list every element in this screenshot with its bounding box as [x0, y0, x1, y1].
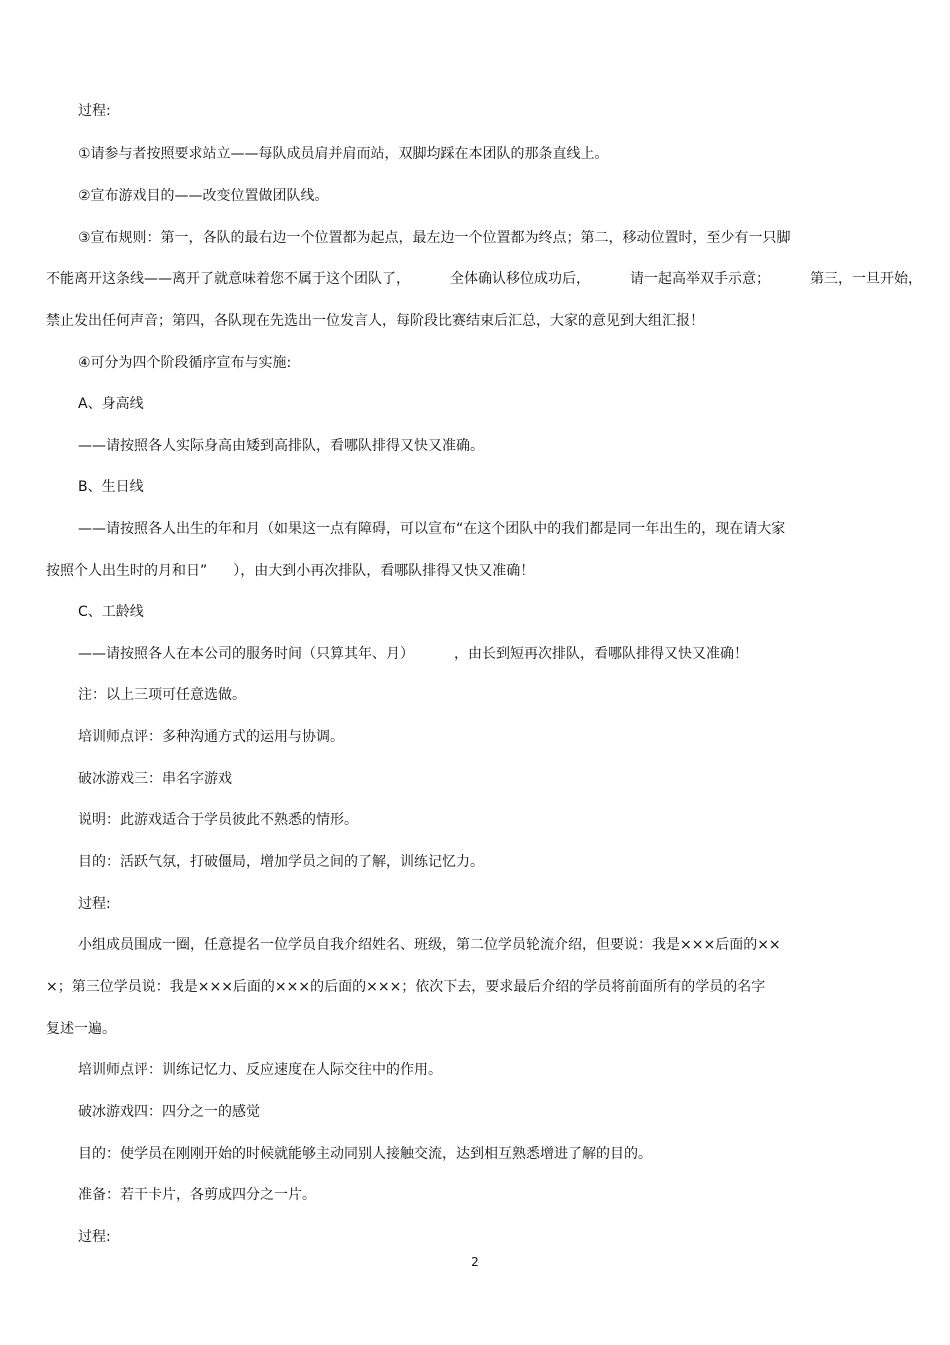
paragraph-seniority-line	[78, 644, 748, 664]
paragraph-preparation: 准备：若干卡片，各剪成四分之一片。	[78, 1187, 316, 1203]
paragraph-note: 注：以上三项可任意选做。	[78, 687, 246, 703]
paragraph-description: 说明：此游戏适合于学员彼此不熟悉的情形。	[78, 812, 358, 828]
paragraph-process-heading: 过程:	[78, 103, 111, 119]
page-number: 2	[471, 1255, 479, 1269]
paragraph-step-4: ④可分为四个阶段循序宣布与实施:	[78, 355, 292, 371]
paragraph-name-game-line-2: ×；第三位学员说：我是×××后面的×××的后面的×××；依次下去，要求最后介绍的学员将前面所有的学员的名字	[46, 979, 766, 995]
paragraph-height-line: ——请按照各人实际身高由矮到高排队，看哪队排得又快又准确。	[78, 438, 484, 454]
text-segment: 按照个人出生时的月和日”	[46, 563, 208, 579]
subheading-birthday-line: B、生日线	[78, 479, 144, 495]
text-segment: ），由大到小再次排队，看哪队排得又快又准确！	[233, 563, 535, 579]
paragraph-process-heading-3: 过程:	[78, 1229, 111, 1245]
subheading-seniority-line: C、工龄线	[78, 604, 144, 620]
paragraph-name-game-line-3: 复述一遍。	[46, 1021, 116, 1037]
paragraph-purpose-1: 目的：活跃气氛，打破僵局，增加学员之间的了解，训练记忆力。	[78, 854, 484, 870]
text-segment: ，由长到短再次排队，看哪队排得又快又准确！	[454, 646, 748, 662]
paragraph-birthday-line-1: ——请按照各人出生的年和月（如果这一点有障碍，可以宣布“在这个团队中的我们都是同一年出生的，现在请大家	[78, 521, 786, 537]
paragraph-step-2: ②宣布游戏目的——改变位置做团队线。	[78, 188, 329, 204]
text-segment: 不能离开这条线——离开了就意味着您不属于这个团队了，	[46, 271, 410, 287]
paragraph-birthday-line-2	[46, 561, 534, 581]
paragraph-trainer-comment-1: 培训师点评：多种沟通方式的运用与协调。	[78, 729, 344, 745]
text-segment: ——请按照各人在本公司的服务时间（只算其年、月）	[78, 646, 414, 662]
paragraph-name-game-line-1: 小组成员围成一圈，任意提名一位学员自我介绍姓名、班级，第二位学员轮流介绍，但要说：我是×××后面的××	[78, 937, 781, 953]
paragraph-step-3-line-1: ③宣布规则：第一，各队的最右边一个位置都为起点，最左边一个位置都为终点；第二，移动位置时，至少有一只脚	[78, 230, 791, 246]
heading-icebreaker-3: 破冰游戏三：串名字游戏	[78, 771, 232, 787]
paragraph-step-3-line-3: 禁止发出任何声音；第四，各队现在先选出一位发言人，每阶段比赛结束后汇总，大家的意见到大组汇报！	[46, 313, 704, 329]
heading-icebreaker-4: 破冰游戏四：四分之一的感觉	[78, 1104, 260, 1120]
text-segment: 全体确认移位成功后，	[450, 271, 590, 287]
subheading-height-line: A、身高线	[78, 396, 144, 412]
text-segment: 第三，一旦开始，	[810, 271, 922, 287]
paragraph-process-heading-2: 过程:	[78, 896, 111, 912]
paragraph-purpose-2: 目的：使学员在刚刚开始的时候就能够主动同别人接触交流，达到相互熟悉增进了解的目的。	[78, 1146, 652, 1162]
paragraph-step-3-line-2	[46, 269, 922, 289]
text-segment: 请一起高举双手示意；	[630, 271, 770, 287]
paragraph-trainer-comment-2: 培训师点评：训练记忆力、反应速度在人际交往中的作用。	[78, 1062, 442, 1078]
paragraph-step-1: ①请参与者按照要求站立——每队成员肩并肩而站，双脚均踩在本团队的那条直线上。	[78, 146, 609, 162]
